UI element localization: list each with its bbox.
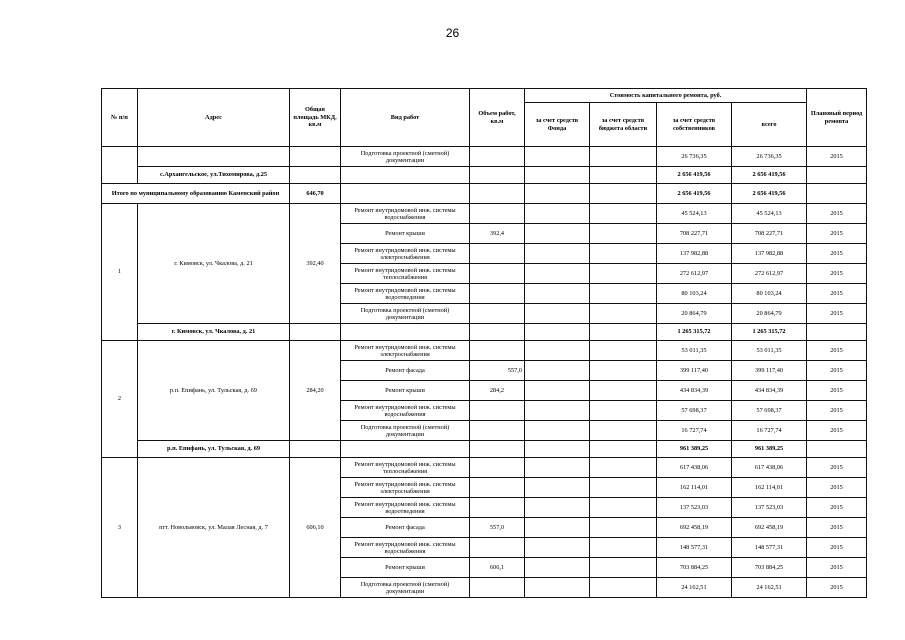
volume-cell bbox=[470, 341, 525, 361]
total-cell: 692 458,19 bbox=[732, 518, 807, 538]
owners-cell: 272 612,97 bbox=[657, 264, 732, 284]
header-address: Адрес bbox=[138, 89, 290, 147]
address-cell: пгт. Новольвовск, ул. Малая Лесная, д. 7 bbox=[138, 458, 290, 598]
work-cell: Ремонт внутридомовой инж. системы электроснабжения bbox=[341, 478, 470, 498]
period-cell: 2015 bbox=[807, 478, 867, 498]
address-cell: г. Кимовск, ул. Чкалова, д. 21 bbox=[138, 204, 290, 324]
work-cell: Подготовка проектной (сметной) документации bbox=[341, 578, 470, 598]
header-cost-group: Стоимость капитального ремонта, руб. bbox=[525, 89, 807, 103]
owners-cell: 26 736,35 bbox=[657, 147, 732, 167]
page-number: 26 bbox=[445, 26, 460, 40]
total-cell: 617 438,06 bbox=[732, 458, 807, 478]
volume-cell bbox=[470, 498, 525, 518]
total-cell: 20 864,79 bbox=[732, 304, 807, 324]
work-cell: Подготовка проектной (сметной) документации bbox=[341, 147, 470, 167]
work-cell: Ремонт внутридомовой инж. системы электроснабжения bbox=[341, 341, 470, 361]
header-work: Вид работ bbox=[341, 89, 470, 147]
volume-cell bbox=[470, 421, 525, 441]
work-cell: Ремонт внутридомовой инж. системы водоснабжения bbox=[341, 401, 470, 421]
total-cell: 708 227,71 bbox=[732, 224, 807, 244]
owners-cell: 80 103,24 bbox=[657, 284, 732, 304]
period-cell: 2015 bbox=[807, 284, 867, 304]
owners-cell: 148 577,31 bbox=[657, 538, 732, 558]
total-cell: 399 117,40 bbox=[732, 361, 807, 381]
row-number: 2 bbox=[102, 341, 138, 458]
volume-cell: 606,1 bbox=[470, 558, 525, 578]
volume-cell: 392,4 bbox=[470, 224, 525, 244]
total-cell: 45 524,13 bbox=[732, 204, 807, 224]
period-cell: 2015 bbox=[807, 458, 867, 478]
owners-cell: 45 524,13 bbox=[657, 204, 732, 224]
subtotal-owners: 2 656 419,56 bbox=[657, 167, 732, 184]
work-cell: Ремонт фасада bbox=[341, 361, 470, 381]
subtotal-owners: 961 389,25 bbox=[657, 441, 732, 458]
period-cell: 2015 bbox=[807, 381, 867, 401]
total-cell: 24 162,51 bbox=[732, 578, 807, 598]
owners-cell: 162 114,01 bbox=[657, 478, 732, 498]
work-cell: Ремонт крыши bbox=[341, 224, 470, 244]
total-cell: 703 884,25 bbox=[732, 558, 807, 578]
subtotal-row bbox=[102, 441, 867, 458]
subtotal-row bbox=[102, 324, 867, 341]
total-cell: 434 834,39 bbox=[732, 381, 807, 401]
work-cell: Ремонт внутридомовой инж. системы водоснабжения bbox=[341, 204, 470, 224]
work-cell: Ремонт внутридомовой инж. системы водоотведения bbox=[341, 498, 470, 518]
table-row bbox=[102, 458, 867, 478]
total-cell: 137 982,88 bbox=[732, 244, 807, 264]
header-period: Плановый период ремонта bbox=[807, 89, 867, 147]
address-cell: р.п. Епифань, ул. Тульская, д. 69 bbox=[138, 341, 290, 441]
work-cell: Ремонт внутридомовой инж. системы теплоснабжения bbox=[341, 458, 470, 478]
total-cell: 26 736,35 bbox=[732, 147, 807, 167]
work-cell: Ремонт внутридомовой инж. системы водоснабжения bbox=[341, 538, 470, 558]
subtotal-row bbox=[102, 167, 867, 184]
total-cell: 80 103,24 bbox=[732, 284, 807, 304]
volume-cell bbox=[470, 401, 525, 421]
row-number: 3 bbox=[102, 458, 138, 598]
subtotal-owners: 1 265 315,72 bbox=[657, 324, 732, 341]
table-row bbox=[102, 341, 867, 361]
table-row bbox=[102, 204, 867, 224]
volume-cell bbox=[470, 458, 525, 478]
header-area: Общая площадь МКД, кв.м bbox=[290, 89, 341, 147]
work-cell: Ремонт крыши bbox=[341, 381, 470, 401]
subtotal-total: 1 265 315,72 bbox=[732, 324, 807, 341]
volume-cell bbox=[470, 204, 525, 224]
total-cell: 272 612,97 bbox=[732, 264, 807, 284]
subtotal-total: 2 656 419,56 bbox=[732, 167, 807, 184]
header-fund: за счет средств Фонда bbox=[525, 103, 590, 147]
header-owners: за счет средств собственников bbox=[657, 103, 732, 147]
owners-cell: 617 438,06 bbox=[657, 458, 732, 478]
area-cell: 392,40 bbox=[290, 204, 341, 324]
header-num: № п/п bbox=[102, 89, 138, 147]
area-cell: 284,20 bbox=[290, 341, 341, 441]
period-cell: 2015 bbox=[807, 498, 867, 518]
owners-cell: 24 162,51 bbox=[657, 578, 732, 598]
period-cell: 2015 bbox=[807, 578, 867, 598]
work-cell: Ремонт фасада bbox=[341, 518, 470, 538]
total-cell: 137 523,03 bbox=[732, 498, 807, 518]
municipal-total-row bbox=[102, 184, 867, 204]
work-cell: Ремонт крыши bbox=[341, 558, 470, 578]
owners-cell: 53 011,35 bbox=[657, 341, 732, 361]
owners-cell: 692 458,19 bbox=[657, 518, 732, 538]
total-cell: 57 698,37 bbox=[732, 401, 807, 421]
period-cell: 2015 bbox=[807, 244, 867, 264]
municipal-total-total: 2 656 419,56 bbox=[732, 184, 807, 204]
municipal-total-owners: 2 656 419,56 bbox=[657, 184, 732, 204]
period-cell: 2015 bbox=[807, 558, 867, 578]
volume-cell bbox=[470, 284, 525, 304]
header-volume: Объем работ, кв.м bbox=[470, 89, 525, 147]
header-region: за счет средств бюджета области bbox=[590, 103, 657, 147]
period-cell: 2015 bbox=[807, 401, 867, 421]
volume-cell bbox=[470, 264, 525, 284]
period-cell: 2015 bbox=[807, 361, 867, 381]
period-cell: 2015 bbox=[807, 224, 867, 244]
volume-cell bbox=[470, 478, 525, 498]
owners-cell: 708 227,71 bbox=[657, 224, 732, 244]
owners-cell: 137 523,03 bbox=[657, 498, 732, 518]
volume-cell: 557,0 bbox=[470, 518, 525, 538]
municipal-total-label: Итого по муниципальному образованию Каменский район bbox=[102, 184, 290, 204]
work-cell: Подготовка проектной (сметной) документации bbox=[341, 421, 470, 441]
period-cell: 2015 bbox=[807, 204, 867, 224]
total-cell: 162 114,01 bbox=[732, 478, 807, 498]
work-cell: Подготовка проектной (сметной) документации bbox=[341, 304, 470, 324]
total-cell: 16 727,74 bbox=[732, 421, 807, 441]
owners-cell: 137 982,88 bbox=[657, 244, 732, 264]
owners-cell: 434 834,39 bbox=[657, 381, 732, 401]
municipal-total-area: 646,70 bbox=[290, 184, 341, 204]
owners-cell: 20 864,79 bbox=[657, 304, 732, 324]
period-cell: 2015 bbox=[807, 147, 867, 167]
total-cell: 148 577,31 bbox=[732, 538, 807, 558]
total-cell: 53 011,35 bbox=[732, 341, 807, 361]
header-total: всего bbox=[732, 103, 807, 147]
owners-cell: 16 727,74 bbox=[657, 421, 732, 441]
work-cell: Ремонт внутридомовой инж. системы теплоснабжения bbox=[341, 264, 470, 284]
work-cell: Ремонт внутридомовой инж. системы водоотведения bbox=[341, 284, 470, 304]
capital-repair-table bbox=[101, 88, 867, 598]
owners-cell: 57 698,37 bbox=[657, 401, 732, 421]
subtotal-label: г. Кимовск, ул. Чкалова, д. 21 bbox=[138, 324, 290, 341]
table-row bbox=[102, 147, 867, 167]
volume-cell: 557,0 bbox=[470, 361, 525, 381]
period-cell: 2015 bbox=[807, 421, 867, 441]
period-cell: 2015 bbox=[807, 341, 867, 361]
subtotal-label: с.Архангельское, ул.Тихомирова, д.25 bbox=[138, 167, 290, 184]
owners-cell: 703 884,25 bbox=[657, 558, 732, 578]
subtotal-label: р.п. Епифань, ул. Тульская, д. 69 bbox=[138, 441, 290, 458]
work-cell: Ремонт внутридомовой инж. системы электроснабжения bbox=[341, 244, 470, 264]
period-cell: 2015 bbox=[807, 518, 867, 538]
volume-cell bbox=[470, 578, 525, 598]
volume-cell bbox=[470, 304, 525, 324]
row-number: 1 bbox=[102, 204, 138, 341]
volume-cell bbox=[470, 244, 525, 264]
volume-cell bbox=[470, 538, 525, 558]
period-cell: 2015 bbox=[807, 264, 867, 284]
subtotal-total: 961 389,25 bbox=[732, 441, 807, 458]
period-cell: 2015 bbox=[807, 538, 867, 558]
owners-cell: 399 117,40 bbox=[657, 361, 732, 381]
volume-cell: 284,2 bbox=[470, 381, 525, 401]
area-cell: 606,10 bbox=[290, 458, 341, 598]
period-cell: 2015 bbox=[807, 304, 867, 324]
